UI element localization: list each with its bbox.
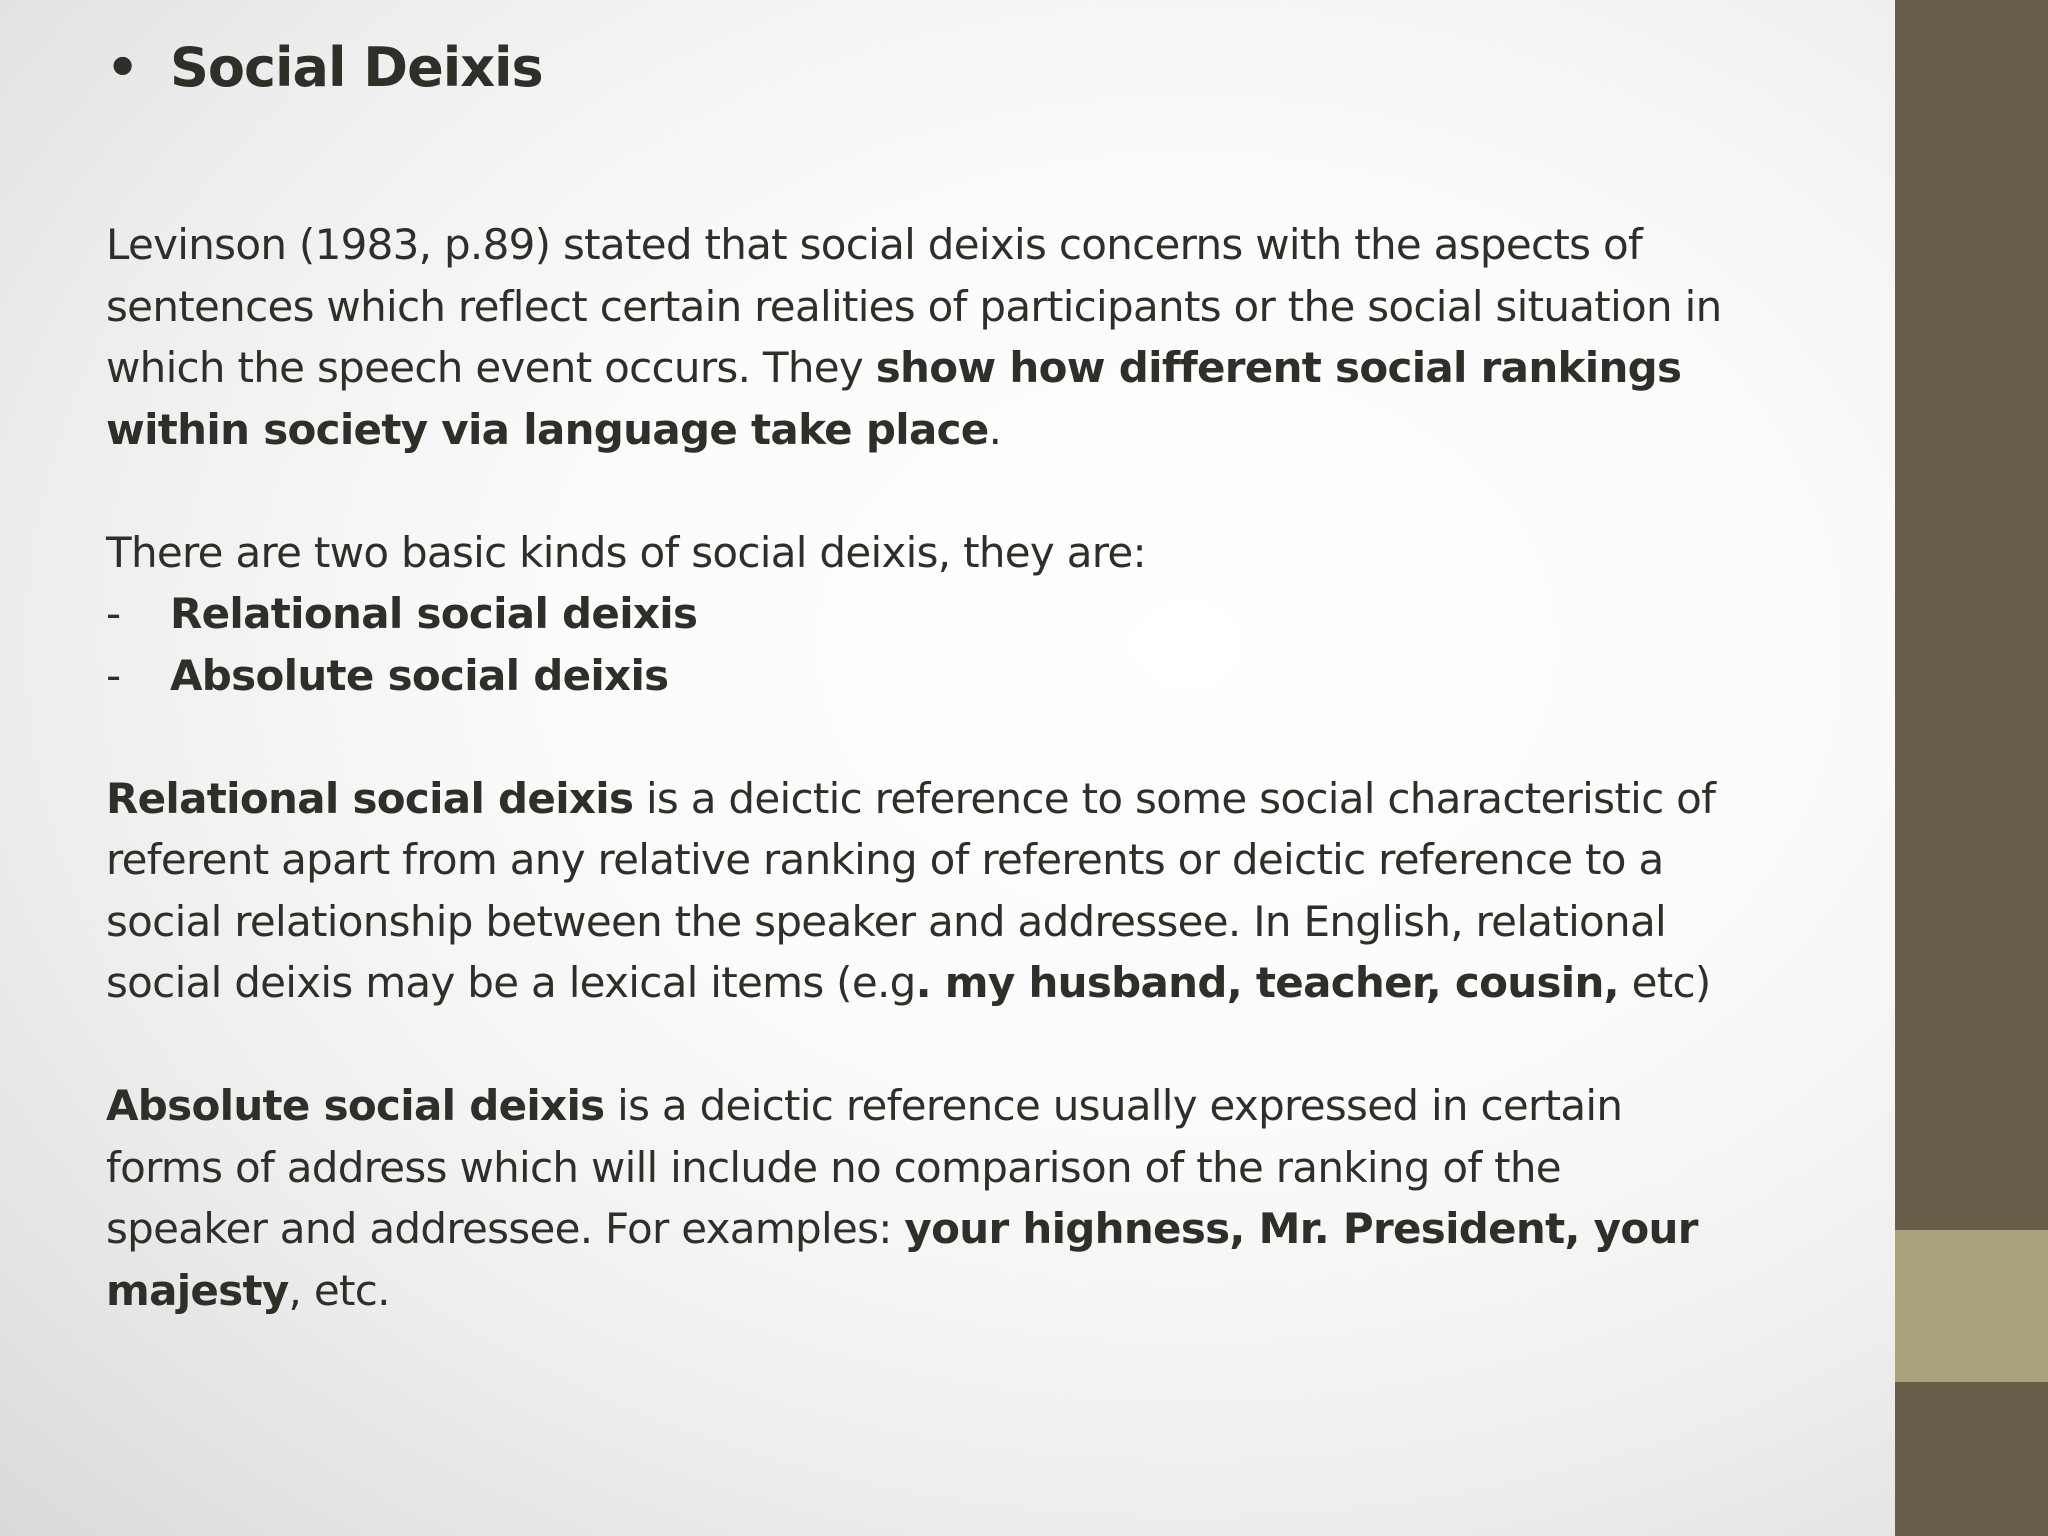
slide-content bbox=[106, 28, 1856, 1321]
list-item bbox=[106, 645, 1856, 707]
relational-text-1: is a deictic reference to some social characteristic of referent apart from any relative ranking of referents or deictic reference to a social relationship between the speaker and addressee. In English, relational social deixis may be a lexical items (e.g bbox=[106, 773, 1716, 1007]
absolute-term: Absolute social deixis bbox=[106, 1081, 605, 1130]
relational-text-2: etc) bbox=[1618, 958, 1711, 1007]
absolute-examples: your highness, Mr. President, your majesty bbox=[106, 1204, 1698, 1315]
title-row bbox=[106, 28, 1856, 108]
spacer bbox=[106, 706, 1856, 768]
dash-bullet-icon: - bbox=[106, 589, 121, 638]
absolute-text-1: is a deictic reference usually expressed in certain forms of address which will include no comparison of the ranking of the speaker and addressee. For examples: bbox=[106, 1081, 1623, 1253]
sidebar-accent-block bbox=[1895, 1230, 2048, 1382]
slide-title: Social Deixis bbox=[170, 36, 543, 99]
spacer bbox=[106, 1014, 1856, 1076]
intro-text-1: Levinson (1983, p.89) stated that social deixis concerns with the aspects of sentences which reflect certain realities of participants or the social situation in which the speech event occurs. They bbox=[106, 220, 1722, 392]
relational-paragraph bbox=[106, 768, 1726, 1014]
absolute-text-2: , etc. bbox=[288, 1265, 390, 1315]
list-item bbox=[106, 583, 1856, 645]
relational-examples: . my husband, teacher, cousin, bbox=[915, 958, 1619, 1007]
absolute-paragraph bbox=[106, 1075, 1726, 1321]
intro-text-2: . bbox=[988, 404, 1002, 454]
intro-bold-phrase: show how different social rankings within society via language take place bbox=[106, 343, 1682, 454]
kinds-intro: There are two basic kinds of social deixis, they are: bbox=[106, 527, 1146, 577]
bullet-icon: • bbox=[106, 38, 139, 98]
relational-term: Relational social deixis bbox=[106, 773, 634, 823]
dash-bullet-icon: - bbox=[106, 650, 121, 700]
kind-label-relational: Relational social deixis bbox=[170, 589, 698, 638]
intro-paragraph bbox=[106, 214, 1726, 460]
spacer bbox=[106, 460, 1856, 522]
kind-label-absolute: Absolute social deixis bbox=[170, 650, 669, 700]
